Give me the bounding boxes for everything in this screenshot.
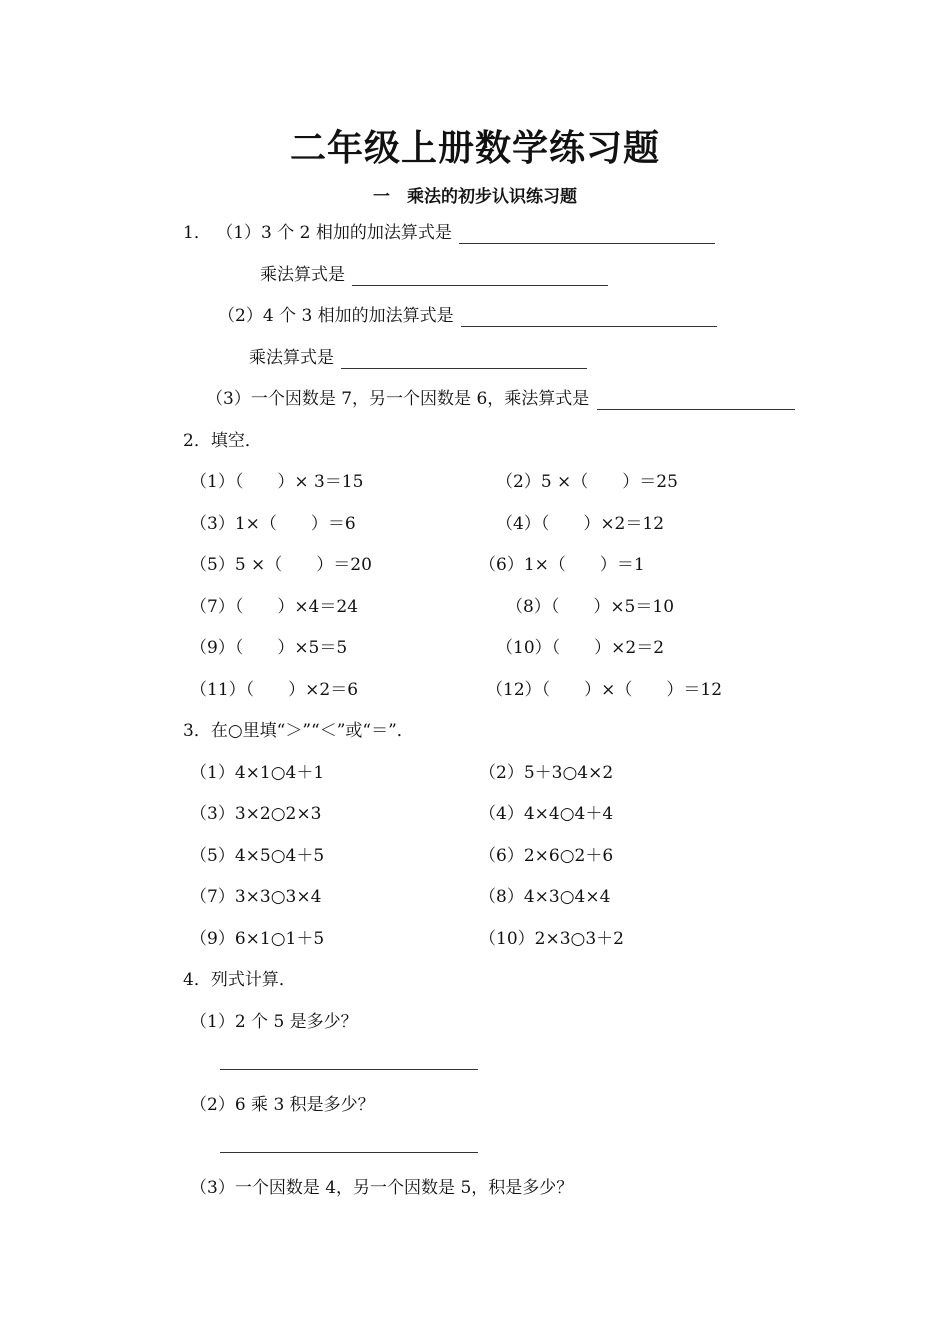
compare-item[interactable]: （1）4×1○4＋1 (190, 763, 325, 783)
compare-item[interactable]: （9）6×1○1＋5 (190, 929, 325, 949)
compare-item[interactable]: （7）3×3○3×4 (190, 887, 322, 907)
question-1-row (183, 222, 715, 244)
calc-question-2: （2）6 乘 3 积是多少？ (190, 1095, 375, 1115)
question-3-heading: 3．在○里填“＞”“＜”或“＝”． (183, 721, 414, 741)
question-1-number: 1． (183, 223, 211, 243)
question-1-part-1-mult-label: 乘法算式是 (260, 265, 345, 285)
answer-blank[interactable] (461, 308, 717, 327)
calc-question-3: （3）一个因数是 4，另一个因数是 5，积是多少？ (190, 1178, 574, 1198)
compare-item[interactable]: （3）3×2○2×3 (190, 804, 322, 824)
compare-item[interactable]: （4）4×4○4＋4 (479, 804, 614, 824)
question-2-heading: 2．填空． (183, 431, 262, 451)
page-subtitle: 一 乘法的初步认识练习题 (373, 187, 577, 207)
fill-blank-item[interactable]: （5）5 ×（ ）＝20 (190, 555, 372, 575)
fill-blank-item[interactable]: （3）1×（ ）＝6 (190, 514, 356, 534)
question-1-part-2-label: （2）4 个 3 相加的加法算式是 (218, 306, 454, 326)
page-title: 二年级上册数学练习题 (289, 128, 660, 169)
answer-line[interactable] (220, 1069, 478, 1070)
fill-blank-item[interactable]: （8）（ ）×5＝10 (506, 597, 675, 617)
fill-blank-item[interactable]: （1）（ ）× 3＝15 (190, 472, 364, 492)
compare-item[interactable]: （10）2×3○3＋2 (479, 929, 624, 949)
compare-item[interactable]: （2）5＋3○4×2 (479, 763, 614, 783)
answer-blank[interactable] (352, 267, 608, 286)
compare-item[interactable]: （6）2×6○2＋6 (479, 846, 614, 866)
answer-blank[interactable] (459, 225, 715, 244)
question-4-heading: 4．列式计算． (183, 970, 296, 990)
question-1-part-1-mult-row (260, 264, 608, 286)
answer-blank[interactable] (597, 391, 795, 410)
question-1-part-2-mult-row (249, 347, 587, 369)
fill-blank-item[interactable]: （9）（ ）×5＝5 (190, 638, 348, 658)
fill-blank-item[interactable]: （4）（ ）×2＝12 (496, 514, 665, 534)
fill-blank-item[interactable]: （2）5 ×（ ）＝25 (496, 472, 678, 492)
compare-item[interactable]: （8）4×3○4×4 (479, 887, 611, 907)
question-1-part-2-mult-label: 乘法算式是 (249, 348, 334, 368)
answer-line[interactable] (220, 1152, 478, 1153)
fill-blank-item[interactable]: （12）（ ）×（ ）＝12 (486, 680, 723, 700)
question-1-part-3-label: （3）一个因数是 7，另一个因数是 6，乘法算式是 (206, 389, 590, 409)
answer-blank[interactable] (341, 350, 587, 369)
calc-question-1: （1）2 个 5 是多少？ (190, 1012, 358, 1032)
compare-item[interactable]: （5）4×5○4＋5 (190, 846, 325, 866)
fill-blank-item[interactable]: （11）（ ）×2＝6 (190, 680, 359, 700)
question-1-part-2-row (218, 305, 717, 327)
fill-blank-item[interactable]: （6）1×（ ）＝1 (479, 555, 645, 575)
fill-blank-item[interactable]: （7）（ ）×4＝24 (190, 597, 359, 617)
fill-blank-item[interactable]: （10）（ ）×2＝2 (496, 638, 665, 658)
question-1-part-3-row (206, 388, 795, 410)
question-1-part-1-label: （1）3 个 2 相加的加法算式是 (216, 223, 452, 243)
